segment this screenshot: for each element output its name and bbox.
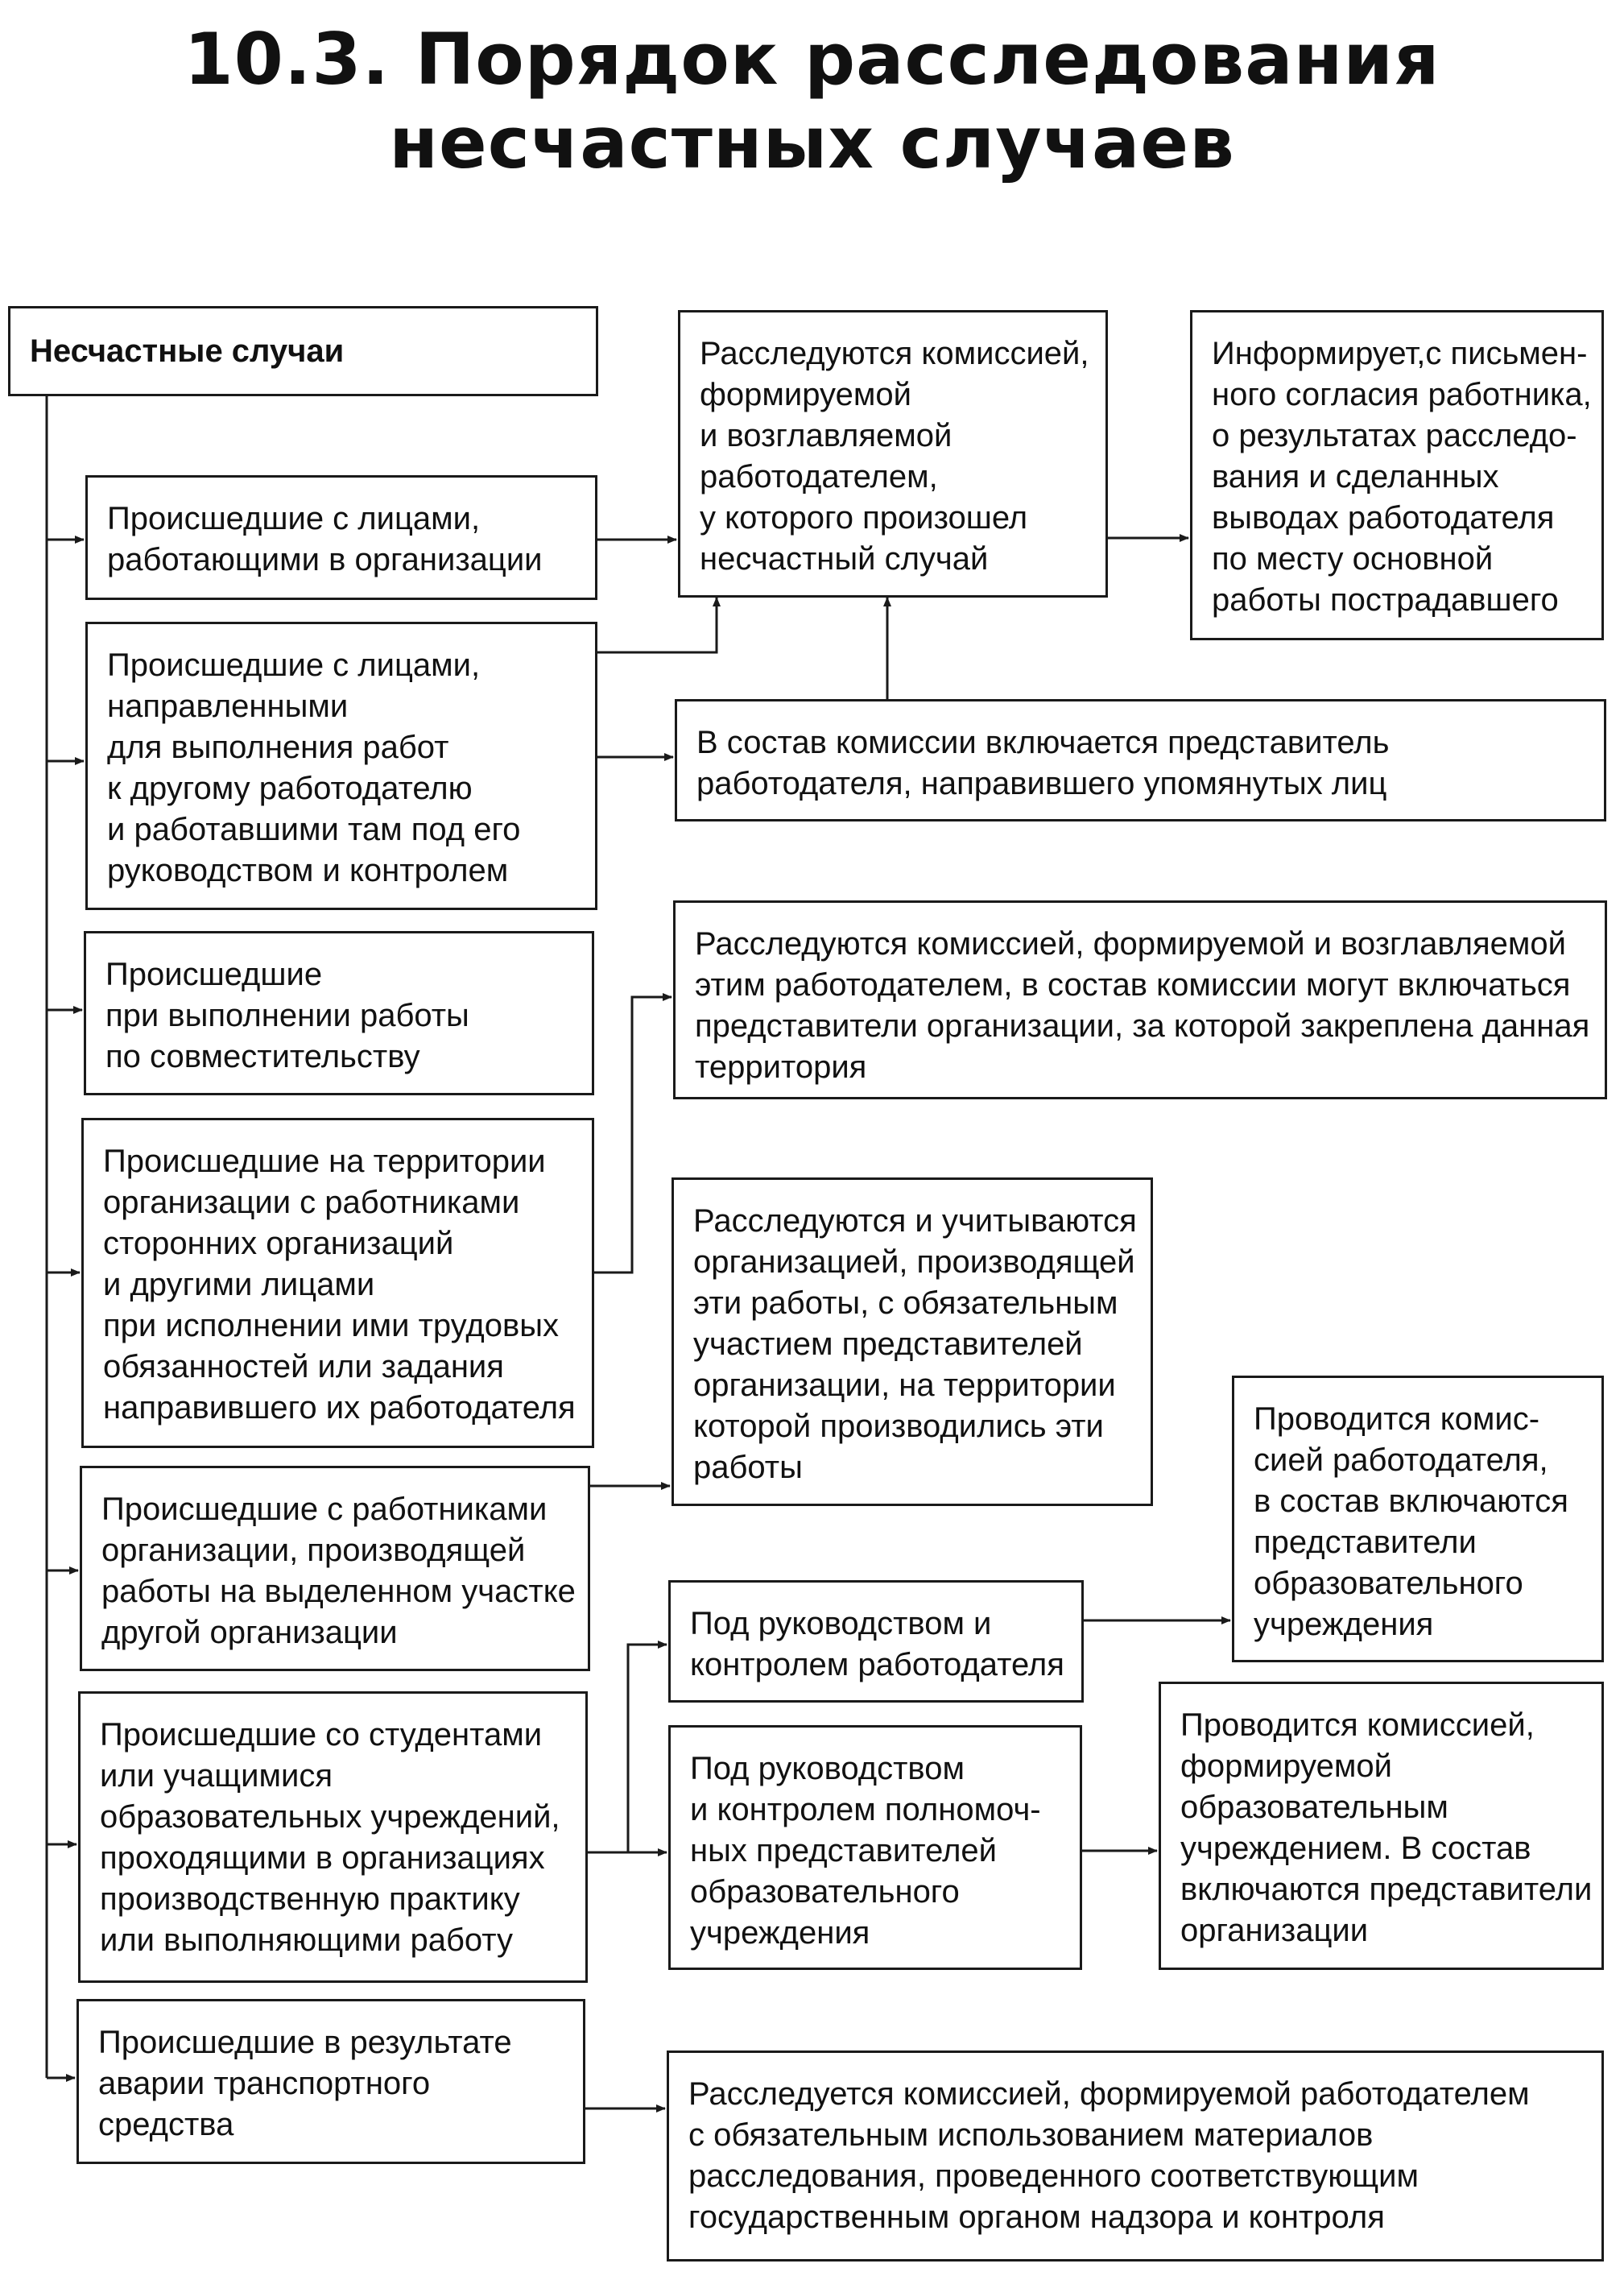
- outcome-box-under-edu: [668, 1725, 1082, 1970]
- box-line: работы: [693, 1450, 803, 1485]
- box-line: участием представителей: [693, 1326, 1083, 1362]
- box-line: Расследуются комиссией, формируемой и возглавляемой: [695, 926, 1567, 962]
- box-line: проходящими в организациях: [100, 1840, 545, 1876]
- case-box-part-time: [84, 931, 594, 1095]
- title-line-1: 10.3. Порядок расследования: [184, 18, 1440, 101]
- title-line-2: несчастных случаев: [389, 101, 1235, 184]
- box-line: или учащимися: [100, 1758, 333, 1794]
- box-line: сией работодателя,: [1254, 1442, 1548, 1478]
- box-line: Проводится комис-: [1254, 1401, 1540, 1437]
- case-box-territory: [81, 1118, 594, 1448]
- box-line: организации, на территории: [693, 1368, 1116, 1403]
- box-line: учреждением. В состав: [1180, 1831, 1531, 1866]
- box-line: Происшедшие на территории: [103, 1144, 546, 1179]
- box-line: этим работодателем, в состав комиссии могут включаться: [695, 967, 1571, 1003]
- box-line: Расследуются и учитываются: [693, 1203, 1137, 1239]
- box-line: ного согласия работника,: [1212, 377, 1592, 412]
- box-line: Происшедшие: [105, 957, 323, 992]
- box-line: Происшедшие со студентами: [100, 1717, 543, 1753]
- case-box-sent-workers: [85, 622, 597, 910]
- box-line: образовательных учреждений,: [100, 1799, 560, 1835]
- box-line: средства: [98, 2107, 234, 2142]
- box-line: государственным органом надзора и контроля: [688, 2199, 1385, 2235]
- box-line: формируемой: [1180, 1748, 1392, 1784]
- box-line: направленными: [107, 689, 349, 724]
- box-line: несчастный случай: [700, 541, 989, 577]
- arrow-case2-commission: [597, 598, 717, 652]
- box-line: работодателя, направившего упомянутых лиц: [696, 766, 1387, 801]
- box-line: Происшедшие с работниками: [101, 1492, 548, 1527]
- box-line: ных представителей: [690, 1833, 997, 1868]
- case-box-org-workers: [85, 475, 597, 600]
- box-line: территория: [695, 1049, 867, 1085]
- arrow-case6-under-employer: [588, 1645, 667, 1852]
- box-line: сторонних организаций: [103, 1226, 454, 1261]
- root-box-accidents: [8, 306, 598, 396]
- box-line: представители: [1254, 1525, 1477, 1560]
- case-box-transport: [76, 1999, 585, 2164]
- box-line: которой производились эти: [693, 1409, 1104, 1444]
- box-line: при выполнении работы: [105, 998, 469, 1033]
- box-line: Происшедшие с лицами,: [107, 501, 481, 536]
- box-line: Под руководством и: [690, 1606, 992, 1641]
- box-line: по совместительству: [105, 1039, 420, 1074]
- box-line: направившего их работодателя: [103, 1390, 576, 1426]
- box-line: и другими лицами: [103, 1267, 375, 1302]
- box-line: образовательного: [690, 1874, 960, 1910]
- box-line: работающими в организации: [107, 542, 543, 577]
- box-line: Информирует,с письмен-: [1212, 336, 1588, 371]
- box-line: работы на выделенном участке: [101, 1574, 576, 1609]
- box-line: представители организации, за которой закреплена данная: [695, 1008, 1590, 1044]
- box-line: при исполнении ими трудовых: [103, 1308, 559, 1343]
- box-line: Расследуются комиссией,: [700, 336, 1089, 371]
- box-line: организации: [1180, 1913, 1369, 1948]
- outcome-box-inform-main-employer: [1190, 310, 1604, 640]
- box-line: руководством и контролем: [107, 853, 509, 888]
- case-box-allocated-site: [80, 1466, 590, 1671]
- box-line: образовательным: [1180, 1790, 1448, 1825]
- box-line: Проводится комиссией,: [1180, 1707, 1535, 1743]
- outcome-box-territory-commission: [673, 900, 1607, 1099]
- box-line: работодателем,: [700, 459, 938, 495]
- outcome-box-edu-commission: [1159, 1682, 1604, 1970]
- box-line: работы пострадавшего: [1212, 582, 1559, 618]
- box-line: к другому работодателю: [107, 771, 473, 806]
- box-line: включаются представители: [1180, 1872, 1593, 1907]
- box-line: для выполнения работ: [107, 730, 449, 765]
- box-line: образовательного: [1254, 1566, 1523, 1601]
- box-line: и контролем полномоч-: [690, 1792, 1041, 1827]
- box-line: контролем работодателя: [690, 1647, 1064, 1682]
- box-line: эти работы, с обязательным: [693, 1285, 1118, 1321]
- box-line: или выполняющими работу: [100, 1922, 514, 1958]
- box-line: организацией, производящей: [693, 1244, 1135, 1280]
- box-line: организации с работниками: [103, 1185, 520, 1220]
- box-line: и работавшими там под его: [107, 812, 521, 847]
- box-line: организации, производящей: [101, 1533, 526, 1568]
- box-line: производственную практику: [100, 1881, 520, 1917]
- outcome-box-include-sending-employer: [675, 699, 1606, 821]
- box-line: о результатах расследо-: [1212, 418, 1577, 453]
- outcome-box-employer-commission-edu: [1232, 1376, 1604, 1662]
- box-line: Несчастные случаи: [30, 333, 345, 369]
- box-line: формируемой: [700, 377, 911, 412]
- case-box-students: [78, 1691, 588, 1983]
- outcome-box-transport: [667, 2050, 1604, 2262]
- box-line: Происшедшие с лицами,: [107, 648, 481, 683]
- box-line: другой организации: [101, 1615, 398, 1650]
- box-line: и возглавляемой: [700, 418, 952, 453]
- arrow-case4-territory: [594, 997, 672, 1272]
- box-line: Происшедшие в результате: [98, 2025, 512, 2060]
- box-line: выводах работодателя: [1212, 500, 1555, 536]
- box-line: обязанностей или задания: [103, 1349, 504, 1384]
- outcome-box-employer-commission: [678, 310, 1108, 598]
- box-line: в состав включаются: [1254, 1484, 1568, 1519]
- box-line: учреждения: [1254, 1607, 1434, 1642]
- box-line: учреждения: [690, 1915, 870, 1951]
- box-line: расследования, проведенного соответствующим: [688, 2158, 1419, 2194]
- box-line: вания и сделанных: [1212, 459, 1499, 495]
- box-line: Под руководством: [690, 1751, 965, 1786]
- box-line: у которого произошел: [700, 500, 1028, 536]
- box-line: Расследуется комиссией, формируемой работодателем: [688, 2076, 1530, 2112]
- outcome-box-producing-org: [672, 1177, 1153, 1506]
- outcome-box-under-employer: [668, 1580, 1084, 1703]
- box-line: с обязательным использованием материалов: [688, 2117, 1374, 2153]
- box-line: по месту основной: [1212, 541, 1494, 577]
- box-line: В состав комиссии включается представитель: [696, 725, 1390, 760]
- box-line: аварии транспортного: [98, 2066, 431, 2101]
